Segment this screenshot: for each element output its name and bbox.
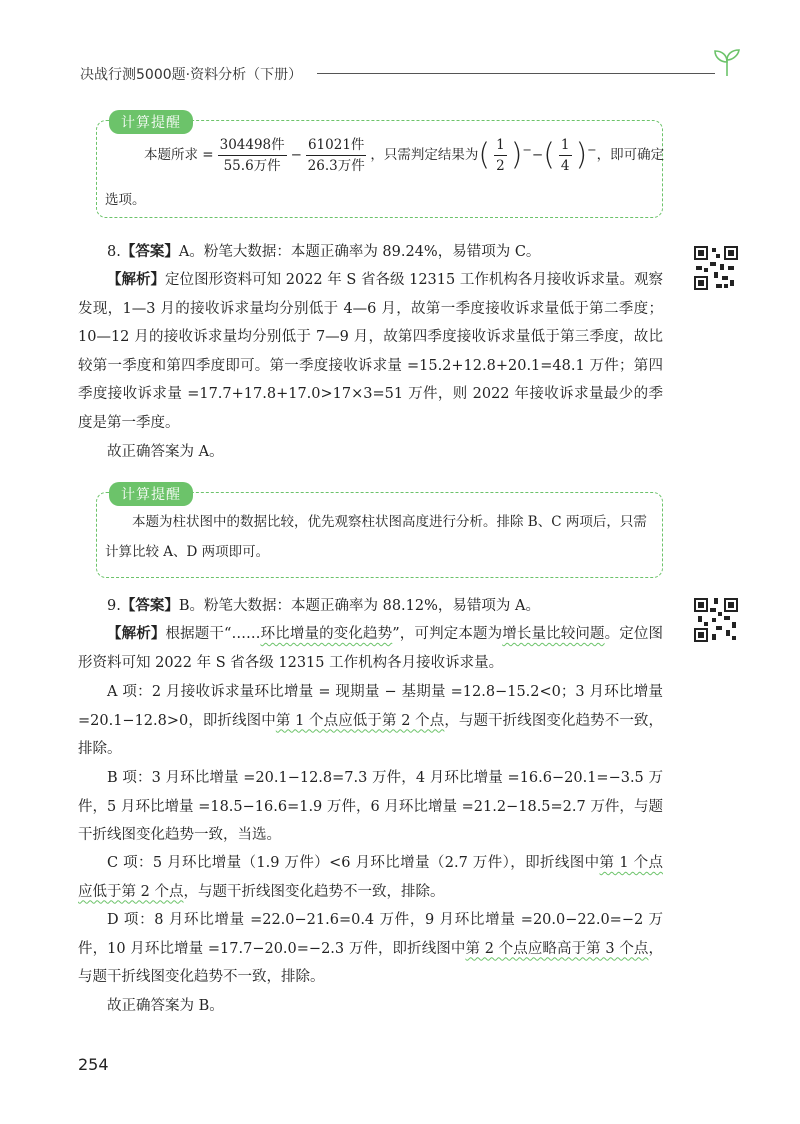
frac1-numerator: 304498件 [218, 135, 287, 156]
q8-answer-label: 【答案】 [120, 243, 179, 260]
tip-mid: ，只需判定结果为 [370, 147, 479, 163]
q8-number: 8. [107, 244, 121, 260]
q9-analysis-underline-2: 增长量比较问题 [502, 626, 605, 642]
q9-option-d-part: D 项：8 月环比增量 =22.0−21.6=0.4 万件，9 月环比增量 =20.0−22.0=−2 万件，10 月环比增量 =17.7−20.0=−2.3 万件，即折线图中 [78, 912, 663, 957]
q9-option-d-underline: 第 2 个点应略高于第 3 个点 [465, 940, 649, 957]
paren-fraction-1 [494, 135, 507, 176]
q9-option-c-part: C 项：5 月环比增量（1.9 万件）<6 月环比增量（2.7 万件），即折线图中 [107, 855, 600, 871]
paren-fraction-2 [559, 135, 572, 176]
book-title: 决战行测5000题·资料分析（下册） [80, 67, 303, 83]
q9-conclusion: 故正确答案为 B。 [107, 998, 224, 1014]
calc-tip-box-2 [96, 487, 663, 578]
tip-suffix: ，即可确定 [596, 147, 665, 163]
q8-answer-text: A。粉笔大数据：本题正确率为 89.24%，易错项为 C。 [178, 244, 541, 260]
tip-prefix: 本题所求 = [144, 147, 214, 163]
q9-answer-label: 【答案】 [120, 597, 179, 614]
q8-answer [78, 238, 663, 267]
pfrac2-numerator: 1 [559, 135, 572, 156]
q9-option-a-part: ，与题干折线图变化趋势不一致，排除。 [78, 712, 664, 757]
frac2-numerator: 61021件 [306, 135, 366, 156]
pfrac1-numerator: 1 [494, 135, 507, 156]
q9-option-a-part: A 项：2 月接收诉求量环比增量 = 现期量 − 基期量 =12.8−15.2<0；3 月环比增量 =20.1−12.8>0，即折线图中 [78, 684, 663, 729]
pfrac1-denominator: 2 [496, 158, 505, 174]
fraction-2 [306, 135, 366, 176]
minus-sign-2: − [531, 147, 544, 163]
calc-tip-box [96, 115, 665, 218]
q9-analysis [78, 620, 663, 677]
pfrac2-denominator: 4 [560, 158, 570, 174]
calc-tip-text-2: 本题为柱状图中的数据比较，优先观察柱状图高度进行分析。排除 B、C 两项后，只需计算比较 A、D 两项即可。 [105, 514, 647, 560]
calc-tip-label: 计算提醒 [109, 110, 193, 134]
q9-analysis-label: 【解析】 [107, 625, 166, 642]
q9-option-c [78, 849, 663, 906]
q9-analysis-part: ”，可判定本题为 [392, 626, 503, 642]
minus-sign: − [290, 147, 302, 163]
header-rule [317, 73, 715, 74]
qr-code-icon-2 [692, 596, 740, 644]
frac1-denominator: 55.6万件 [223, 158, 281, 174]
q9-option-c-part: ，与题干折线图变化趋势不一致，排除。 [183, 883, 445, 900]
q8-analysis [78, 266, 663, 437]
calc-tip-line2: 选项。 [105, 192, 146, 208]
q9-option-a-underline: 第 1 个点应低于第 2 个点 [275, 712, 445, 729]
fraction-1 [218, 135, 287, 176]
q9-analysis-part: 根据题干“…… [165, 626, 261, 642]
q9-option-d-part: ，与题干折线图变化趋势不一致，排除。 [78, 940, 663, 985]
calc-tip-label-2: 计算提醒 [109, 482, 193, 506]
calc-tip-text: 本题所求 = $\frac{\text{304498件}}{\text{55.6万件}}$ − $\frac{\text{61021件}}{\text{26.3万件}}$ ，只需判定结果为( $\frac{1}{2}$ )−−( $\frac{1}{4}$ )−，即可确定 [144, 137, 665, 174]
q9-option-d [78, 906, 663, 992]
q9-option-a [78, 678, 663, 764]
q9-analysis-underline-1: 环比增量的变化趋势 [260, 626, 393, 642]
q9-option-c-underline: 第 1 个点应低于第 2 个点 [78, 855, 663, 900]
q8-analysis-text: 定位图形资料可知 2022 年 S 省各级 12315 工作机构各月接收诉求量。观察发现，1—3 月的接收诉求量均分别低于 4—6 月，故第一季度接收诉求量低于第二季度；10—12 月的接收诉求量均分别低于 7—9 月，故第四季度接收诉求量低于第三季度，故比较第一季度和第四季度即可。第一季度接收诉求量 =15.2+12.8+20.1=48.1 万件；第四季度接收诉求量 =17.7+17.8+17.0>17×3=51 万件，则 2022 年接收诉求量最少的季度是第一季度。 [78, 272, 663, 431]
q9-analysis-part: 。定位图形资料可知 2022 年 S 省各级 12315 工作机构各月接收诉求量。 [78, 626, 664, 671]
q8-conclusion: 故正确答案为 A。 [107, 444, 224, 460]
q9-answer [78, 592, 663, 621]
page-number: 254 [78, 1055, 109, 1074]
q9-number: 9. [107, 598, 121, 614]
q9-answer-text: B。粉笔大数据：本题正确率为 88.12%，易错项为 A。 [178, 598, 540, 614]
q9-option-b: B 项：3 月环比增量 =20.1−12.8=7.3 万件，4 月环比增量 =16.6−20.1=−3.5 万件，5 月环比增量 =18.5−16.6=1.9 万件，6 月环比增量 =21.2−18.5=2.7 万件，与题干折线图变化趋势一致，当选。 [78, 770, 663, 843]
frac2-denominator: 26.3万件 [307, 158, 365, 174]
q8-analysis-label: 【解析】 [107, 271, 166, 288]
sprout-icon [712, 46, 742, 78]
qr-code-icon [692, 244, 740, 292]
running-header [80, 58, 740, 88]
